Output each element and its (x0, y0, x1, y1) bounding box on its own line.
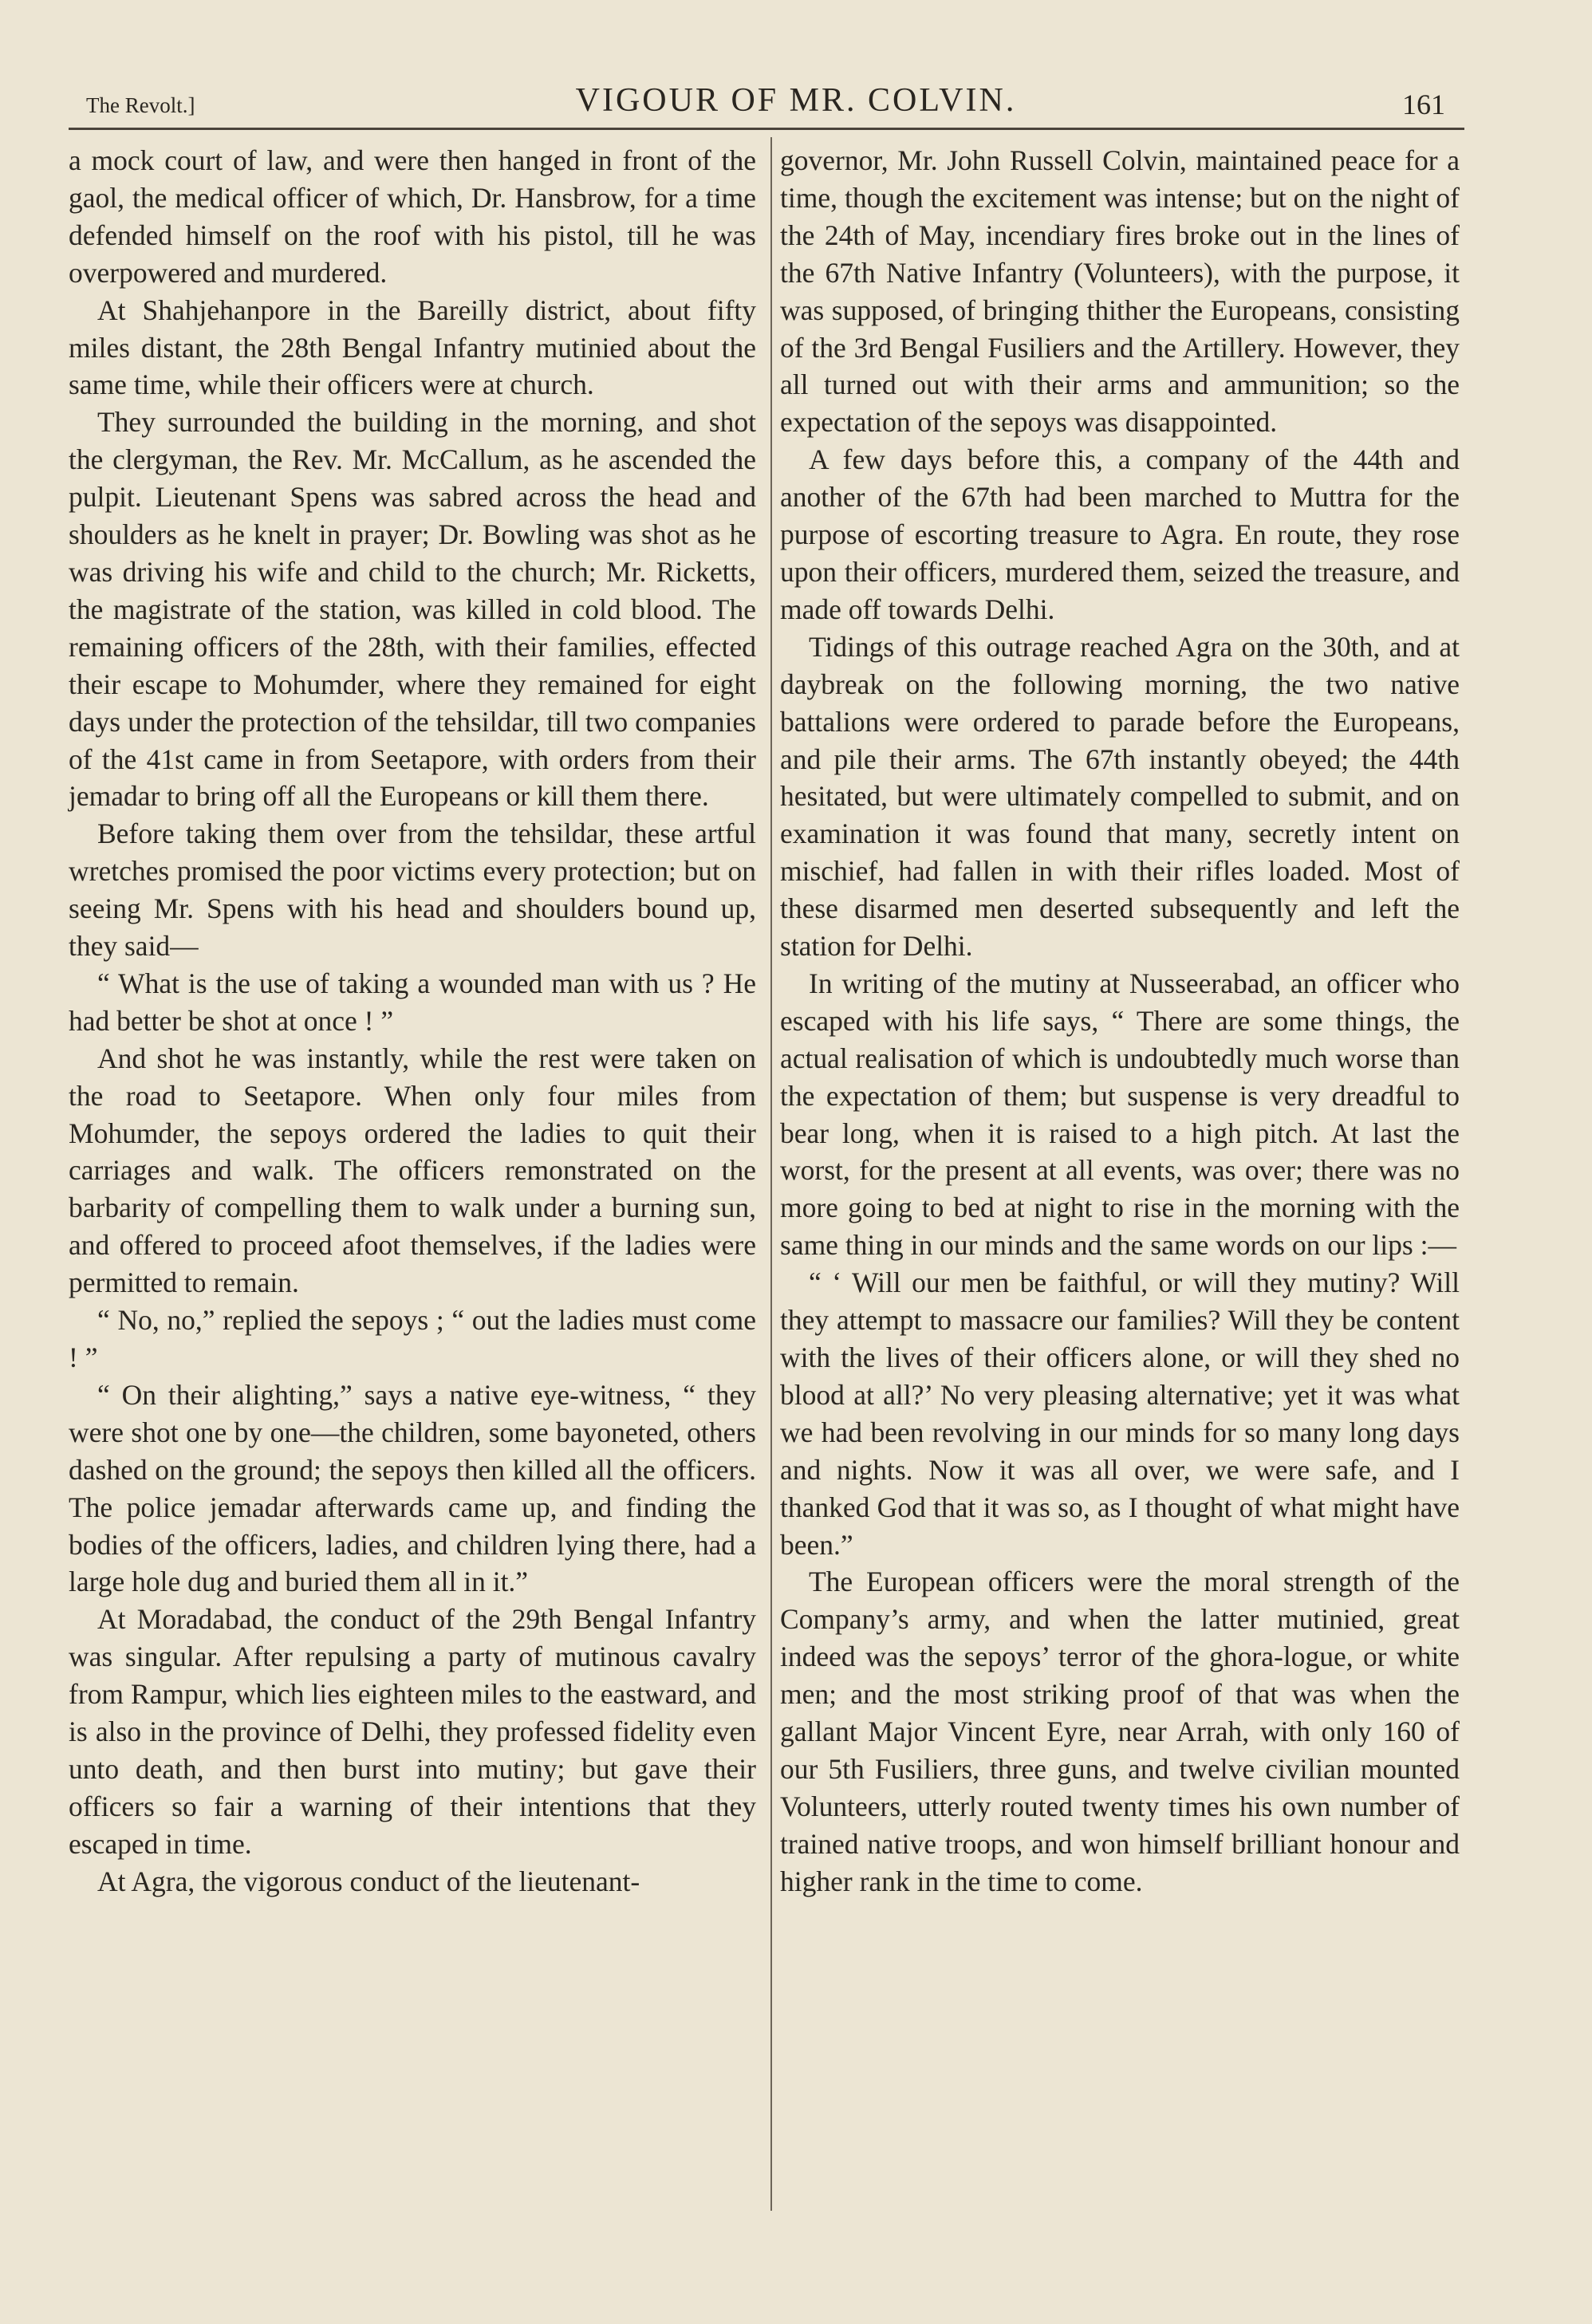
paragraph: At Shahjehanpore in the Bareilly district, about fifty miles distant, the 28th Bengal Infantry mutinied about the same time, while their officers were at church. (69, 293, 756, 401)
page-number: 161 (1402, 89, 1445, 120)
paragraph: “ ‘ Will our men be faithful, or will they mutiny? Will they attempt to massacre our families? Will they be content with the lives of their officers alone, or will they shed no blood at all?’ No very pleasing alternative; yet it was what we had been revolving in our minds for so many long days and nights. Now it was all over, we were safe, and I thanked God that it was so, as I thought of what might have been.” (780, 1266, 1460, 1561)
paragraph: At Agra, the vigorous conduct of the lieutenant- (97, 1865, 640, 1897)
paragraph: “ No, no,” replied the sepoys ; “ out the ladies must come ! ” (69, 1304, 756, 1373)
paragraph: At Moradabad, the conduct of the 29th Bengal Infantry was singular. After repulsing a party of mutinous cavalry from Rampur, which lies eighteen miles to the eastward, and is also in the province of Delhi, they professed fidelity even unto death, and then burst into mutiny; but gave their officers so fair a warning of their intentions that they escaped in time. (69, 1603, 756, 1860)
paragraph: They surrounded the building in the morning, and shot the clergyman, the Rev. Mr. McCallum, as he ascended the pulpit. Lieutenant Spens was sabred across the head and shoulders as he knelt in prayer; Dr. Bowling was shot as he was driving his wife and child to the church; Mr. Ricketts, the magistrate of the station, was killed in cold blood. The remaining officers of the 28th, with their families, effected their escape to Mohumder, where they remained for eight days under the protection of the tehsildar, till two companies of the 41st came in from Seetapore, with orders from their jemadar to bring off all the Europeans or kill them there. (69, 406, 756, 813)
paragraph: And shot he was instantly, while the rest were taken on the road to Seetapore. When only four miles from Mohumder, the sepoys ordered the ladies to quit their carriages and walk. The officers remonstrated on the barbarity of compelling them to walk under a burning sun, and offered to proceed afoot themselves, if the ladies were permitted to remain. (69, 1042, 756, 1299)
paragraph: In writing of the mutiny at Nusseerabad, an officer who escaped with his life says, “ There are some things, the actual realisation of which is undoubtedly much worse than the expectation of them; but suspense is very dreadful to bear long, when it is raised to a high pitch. At last the worst, for the present at all events, was over; there was no more going to bed at night to rise in the morning with the same thing in our minds and the same words on our lips :— (780, 967, 1460, 1262)
paragraph: a mock court of law, and were then hanged in front of the gaol, the medical officer of which, Dr. Hansbrow, for a time defended himself on the roof with his pistol, till he was overpowered and murdered. (69, 144, 756, 289)
paragraph: Before taking them over from the tehsildar, these artful wretches promised the poor victims every protection; but on seeing Mr. Spens with his head and shoulders bound up, they said— (69, 817, 756, 963)
running-header-title: VIGOUR OF MR. COLVIN. (575, 82, 1017, 119)
paragraph: “ What is the use of taking a wounded man with us ? He had better be shot at once ! ” (69, 967, 756, 1037)
paragraph: Tidings of this outrage reached Agra on the 30th, and at daybreak on the following morning, the two native battalions were ordered to parade before the Europeans, and pile their arms. The 67th instantly obeyed; the 44th hesitated, but were ultimately compelled to submit, and on examination it was found that many, secretly intent on mischief, had fallen in with their rifles loaded. Most of these disarmed men deserted subsequently and left the station for Delhi. (780, 630, 1460, 963)
right-column (780, 142, 1460, 1901)
column-divider (770, 137, 772, 2211)
paragraph: The European officers were the moral strength of the Company’s army, and when the latter mutinied, great indeed was the sepoys’ terror of the ghora-logue, or white men; and the most striking proof of that was when the gallant Major Vincent Eyre, near Arrah, with only 160 of our 5th Fusiliers, three guns, and twelve civilian mounted Volunteers, utterly routed twenty times his own number of trained native troops, and won himself brilliant honour and higher rank in the time to come. (780, 1566, 1460, 1897)
paragraph: “ On their alighting,” says a native eye-witness, “ they were shot one by one—the children, some bayoneted, others dashed on the ground; the sepoys then killed all the officers. The police jemadar afterwards came up, and finding the bodies of the officers, ladies, and children lying there, had a large hole dug and buried them all in it.” (69, 1378, 756, 1598)
running-header-section: The Revolt.] (86, 93, 195, 117)
header-rule (69, 128, 1464, 130)
paragraph: A few days before this, a company of the 44th and another of the 67th had been marched to Muttra for the purpose of escorting treasure to Agra. En route, they rose upon their officers, murdered them, seized the treasure, and made off towards Delhi. (780, 443, 1460, 625)
left-column (69, 142, 756, 1901)
paragraph: governor, Mr. John Russell Colvin, maintained peace for a time, though the excitement was intense; but on the night of the 24th of May, incendiary fires broke out in the lines of the 67th Native Infantry (Volunteers), with the purpose, it was supposed, of bringing thither the Europeans, consisting of the 3rd Bengal Fusiliers and the Artillery. However, they all turned out with their arms and ammunition; so the expectation of the sepoys was disappointed. (780, 144, 1460, 439)
